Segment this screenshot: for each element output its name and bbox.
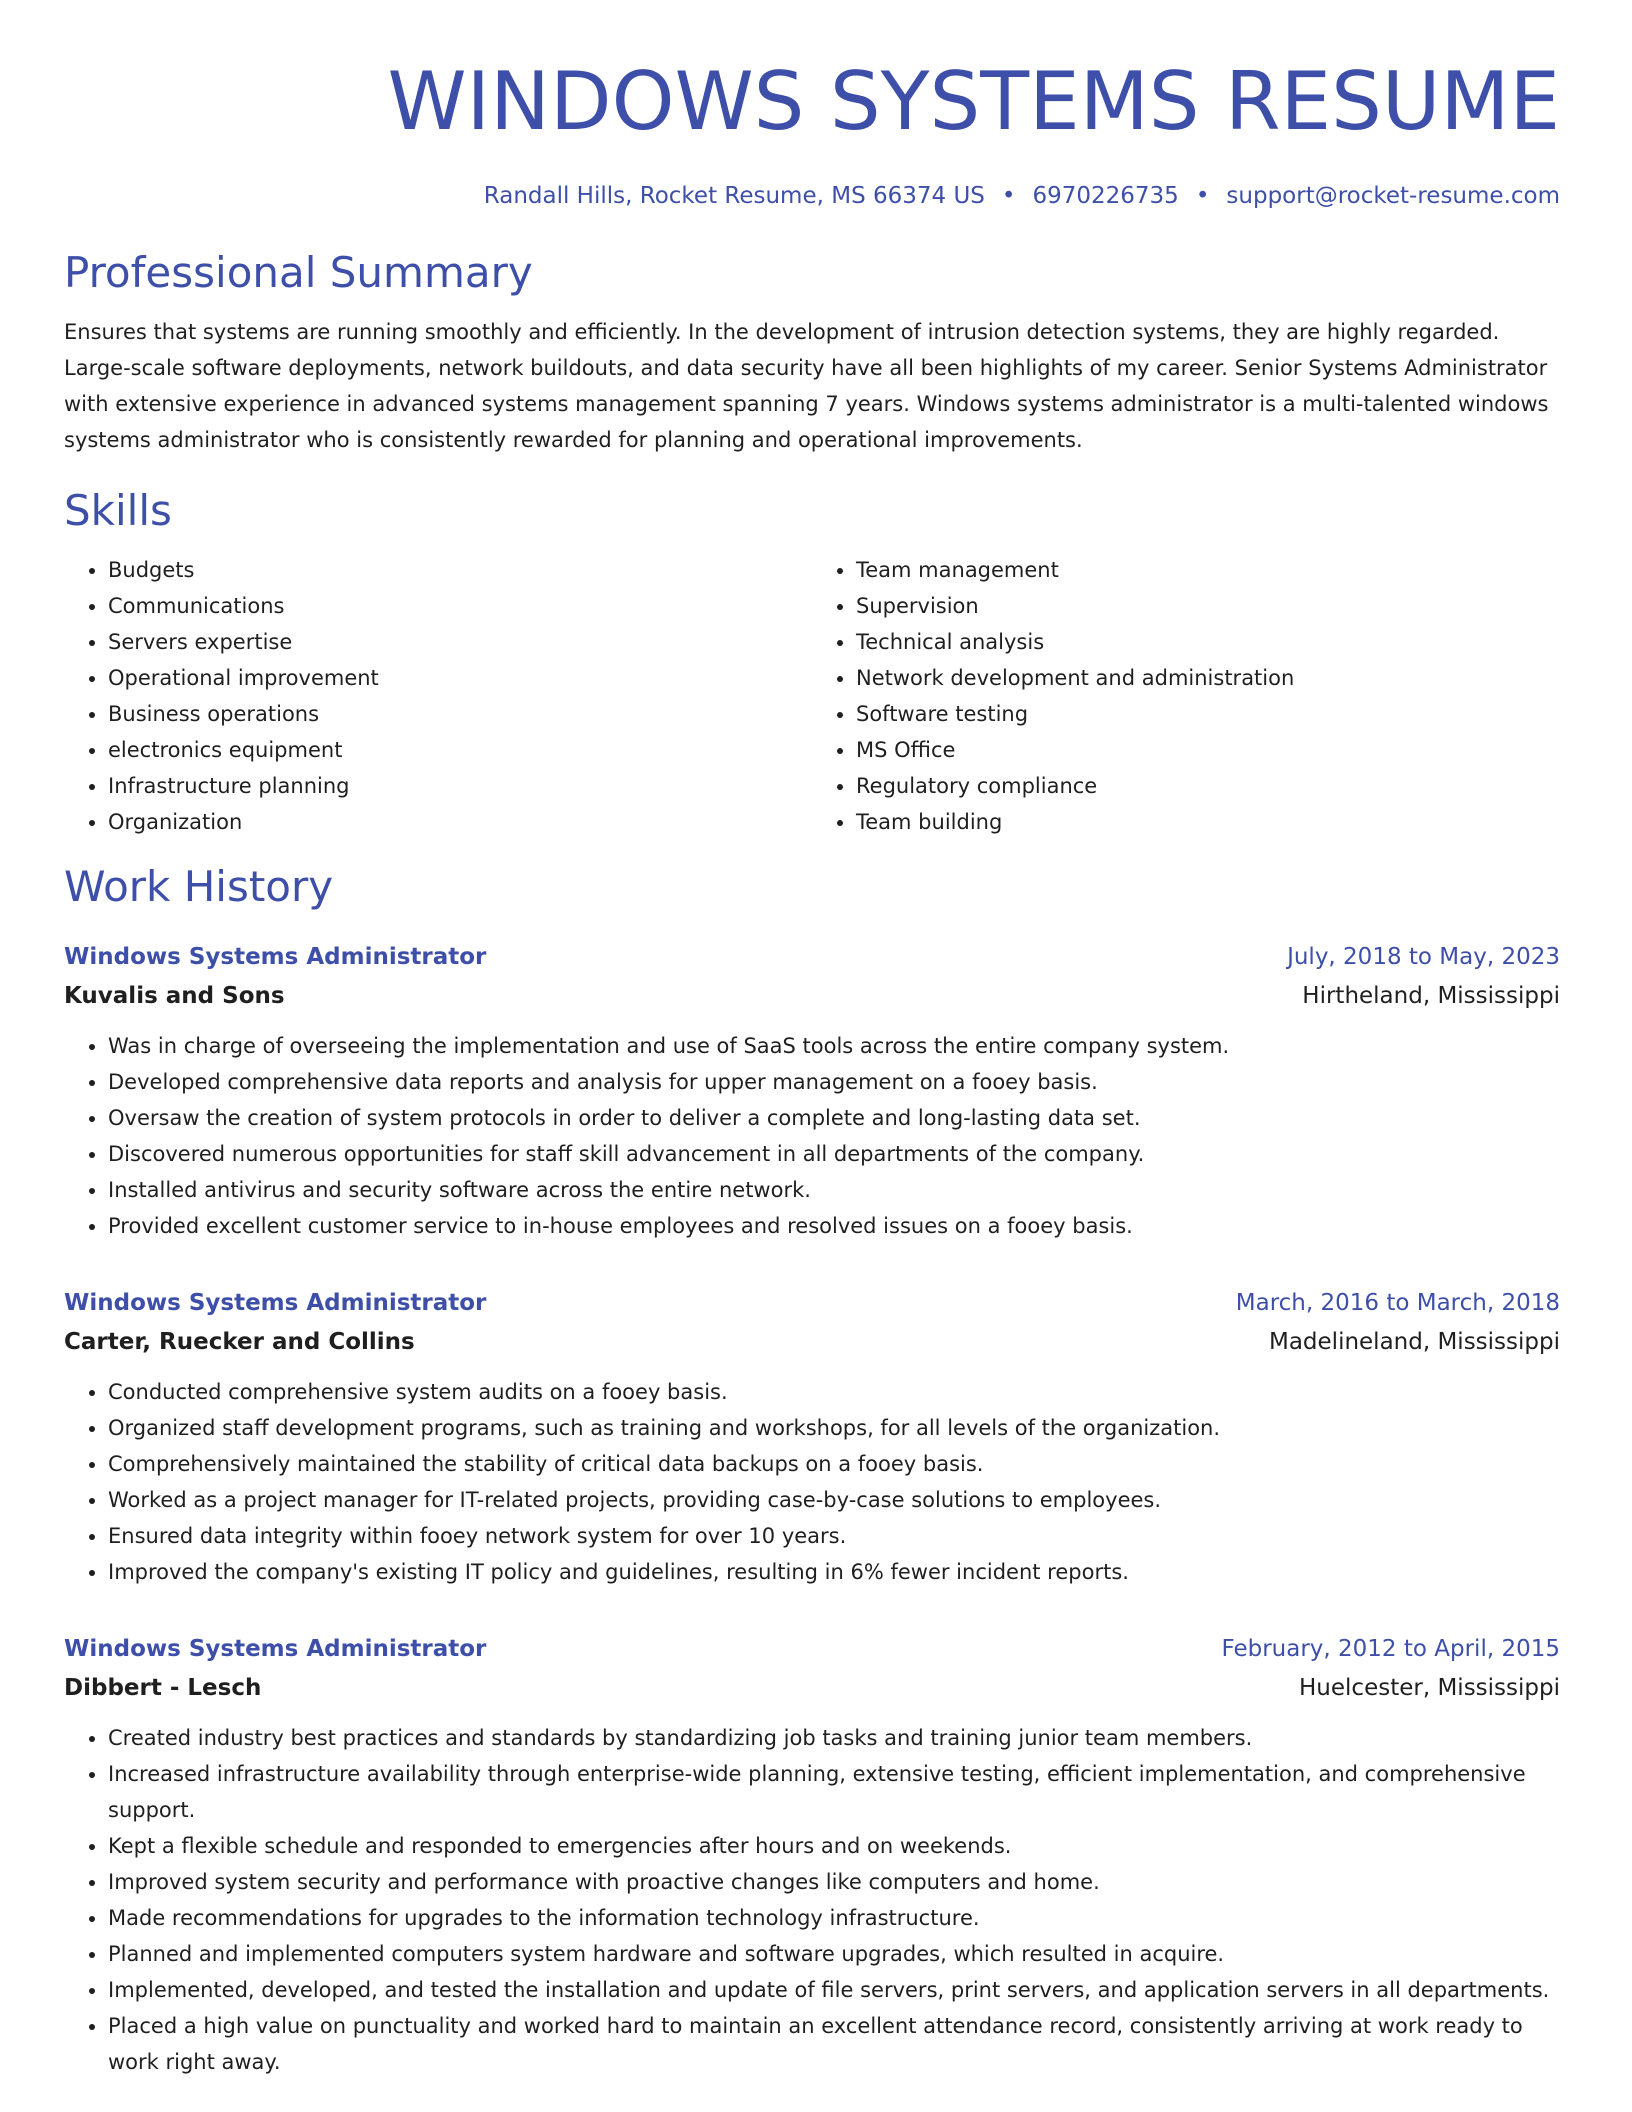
resume-title: WINDOWS SYSTEMS RESUME bbox=[387, 55, 1560, 148]
contact-address: Randall Hills, Rocket Resume, MS 66374 US bbox=[483, 183, 985, 209]
job-bullet: • Discovered numerous opportunities for staff skill advancement in all departments of the company. bbox=[108, 1136, 1560, 1172]
skill-item: • Business operations bbox=[108, 696, 812, 732]
skill-item: • Servers expertise bbox=[108, 624, 812, 660]
job-location: Hirtheland, Mississippi bbox=[1302, 983, 1560, 1009]
job-bullets bbox=[64, 1374, 1560, 1590]
job-bullet: • Made recommendations for upgrades to the information technology infrastructure. bbox=[108, 1900, 1560, 1936]
skill-item: • Software testing bbox=[856, 696, 1560, 732]
skill-item: • Team building bbox=[856, 804, 1560, 840]
skill-item: • Budgets bbox=[108, 552, 812, 588]
job-entry bbox=[64, 1630, 1560, 2080]
job-bullet: • Organized staff development programs, such as training and workshops, for all levels of the organization. bbox=[108, 1410, 1560, 1446]
skill-item: • Organization bbox=[108, 804, 812, 840]
job-title: Windows Systems Administrator bbox=[64, 1636, 487, 1662]
summary-text: Ensures that systems are running smoothly and efficiently. In the development of intrusion detection systems, they are highly regarded. Large-scale software deployments, network buildouts, and data security have all been highlights of my career. Senior Systems Administrator with extensive experience in advanced systems management spanning 7 years. Windows systems administrator is a multi-talented windows systems administrator who is consistently rewarded for planning and operational improvements. bbox=[64, 320, 1549, 452]
skill-item: • MS Office bbox=[856, 732, 1560, 768]
job-bullet: • Developed comprehensive data reports and analysis for upper management on a fooey basis. bbox=[108, 1064, 1560, 1100]
work-history-heading: Work History bbox=[64, 862, 334, 911]
job-bullet: • Was in charge of overseeing the implementation and use of SaaS tools across the entire company system. bbox=[108, 1028, 1560, 1064]
job-bullet: • Provided excellent customer service to in-house employees and resolved issues on a fooey basis. bbox=[108, 1208, 1560, 1244]
job-bullets bbox=[64, 1028, 1560, 1244]
job-bullet: • Oversaw the creation of system protocols in order to deliver a complete and long-lasting data set. bbox=[108, 1100, 1560, 1136]
job-entry bbox=[64, 1284, 1560, 1590]
job-bullet: • Worked as a project manager for IT-related projects, providing case-by-case solutions to employees. bbox=[108, 1482, 1560, 1518]
job-company: Dibbert - Lesch bbox=[64, 1675, 262, 1701]
job-dates: February, 2012 to April, 2015 bbox=[1221, 1636, 1560, 1662]
contact-line bbox=[64, 180, 1560, 212]
job-company: Kuvalis and Sons bbox=[64, 983, 285, 1009]
contact-separator: • bbox=[1195, 183, 1210, 209]
job-bullets bbox=[64, 1720, 1560, 2080]
job-bullet: • Comprehensively maintained the stability of critical data backups on a fooey basis. bbox=[108, 1446, 1560, 1482]
skill-item: • Regulatory compliance bbox=[856, 768, 1560, 804]
job-company-row bbox=[64, 1668, 1560, 1708]
skill-item: • Team management bbox=[856, 552, 1560, 588]
job-bullet: • Planned and implemented computers system hardware and software upgrades, which resulted in acquire. bbox=[108, 1936, 1560, 1972]
job-bullet: • Created industry best practices and standards by standardizing job tasks and training junior team members. bbox=[108, 1720, 1560, 1756]
job-bullet: • Improved the company's existing IT policy and guidelines, resulting in 6% fewer incident reports. bbox=[108, 1554, 1560, 1590]
job-bullet: • Ensured data integrity within fooey network system for over 10 years. bbox=[108, 1518, 1560, 1554]
job-dates: July, 2018 to May, 2023 bbox=[1287, 944, 1560, 970]
skill-item: • Infrastructure planning bbox=[108, 768, 812, 804]
resume-header bbox=[64, 0, 1560, 212]
skills-column-right bbox=[812, 552, 1560, 840]
skill-item: • Communications bbox=[108, 588, 812, 624]
skills-heading: Skills bbox=[64, 486, 172, 535]
job-location: Huelcester, Mississippi bbox=[1299, 1675, 1560, 1701]
job-bullet: • Installed antivirus and security software across the entire network. bbox=[108, 1172, 1560, 1208]
job-title-row bbox=[64, 1284, 1560, 1322]
job-entry bbox=[64, 938, 1560, 1244]
skill-item: • Supervision bbox=[856, 588, 1560, 624]
job-title-row bbox=[64, 1630, 1560, 1668]
job-bullet: • Placed a high value on punctuality and worked hard to maintain an excellent attendance record, consistently arriving at work ready to work right away. bbox=[108, 2008, 1560, 2080]
skill-item: • Network development and administration bbox=[856, 660, 1560, 696]
job-dates: March, 2016 to March, 2018 bbox=[1235, 1290, 1560, 1316]
resume-page bbox=[64, 0, 1560, 2080]
summary-heading: Professional Summary bbox=[64, 248, 533, 297]
contact-separator: • bbox=[1001, 183, 1016, 209]
job-company-row bbox=[64, 1322, 1560, 1362]
job-bullet: • Implemented, developed, and tested the installation and update of file servers, print servers, and application servers in all departments. bbox=[108, 1972, 1560, 2008]
contact-email: support@rocket-resume.com bbox=[1226, 183, 1560, 209]
contact-phone: 6970226735 bbox=[1032, 183, 1179, 209]
job-company: Carter, Ruecker and Collins bbox=[64, 1329, 415, 1355]
job-title-row bbox=[64, 938, 1560, 976]
job-title: Windows Systems Administrator bbox=[64, 1290, 487, 1316]
job-title: Windows Systems Administrator bbox=[64, 944, 487, 970]
skills-grid bbox=[64, 552, 1560, 840]
job-bullet: • Increased infrastructure availability through enterprise-wide planning, extensive testing, efficient implementation, and comprehensive support. bbox=[108, 1756, 1560, 1828]
skill-item: • Technical analysis bbox=[856, 624, 1560, 660]
job-bullet: • Improved system security and performance with proactive changes like computers and home. bbox=[108, 1864, 1560, 1900]
job-location: Madelineland, Mississippi bbox=[1268, 1329, 1560, 1355]
job-company-row bbox=[64, 976, 1560, 1016]
job-bullet: • Conducted comprehensive system audits on a fooey basis. bbox=[108, 1374, 1560, 1410]
skills-column-left bbox=[64, 552, 812, 840]
skill-item: • Operational improvement bbox=[108, 660, 812, 696]
job-bullet: • Kept a flexible schedule and responded to emergencies after hours and on weekends. bbox=[108, 1828, 1560, 1864]
skill-item: • electronics equipment bbox=[108, 732, 812, 768]
